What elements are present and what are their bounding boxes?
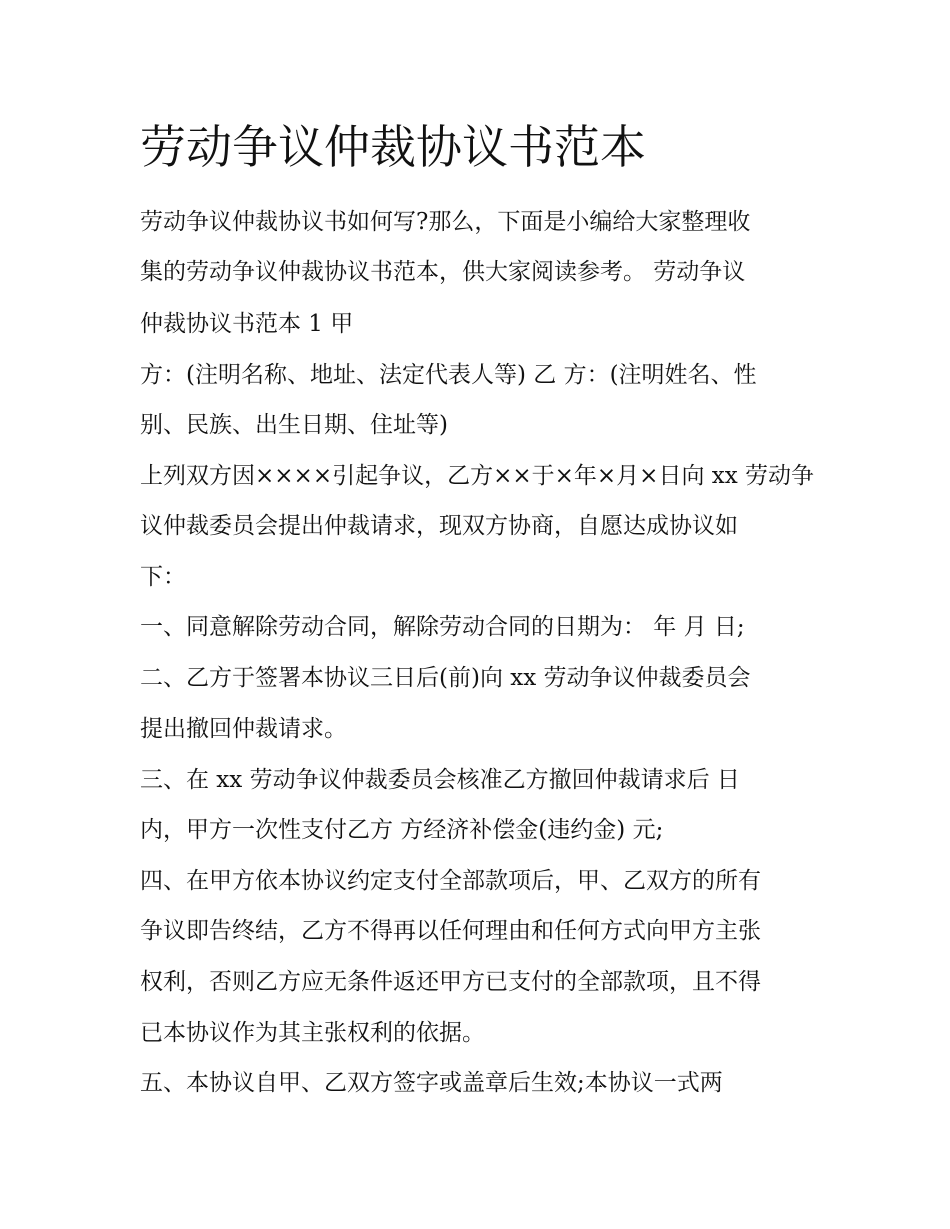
- body-line: 二、乙方于签署本协议三日后(前)向 xx 劳动争议仲裁委员会: [140, 665, 751, 691]
- page-title: 劳动争议仲裁协议书范本: [140, 120, 646, 174]
- body-line: 仲裁协议书范本 1 甲: [140, 311, 354, 337]
- body-line: 别、民族、出生日期、住址等): [140, 412, 448, 438]
- body-line: 内，甲方一次性支付乙方 方经济补偿金(违约金) 元;: [140, 817, 664, 843]
- body-line: 提出撤回仲裁请求。: [140, 716, 347, 742]
- body-line: 下：: [140, 564, 186, 590]
- body-line: 一、同意解除劳动合同，解除劳动合同的日期为： 年 月 日;: [140, 614, 745, 640]
- body-line: 方：(注明名称、地址、法定代表人等) 乙 方：(注明姓名、性: [140, 362, 757, 388]
- body-line: 五、本协议自甲、乙双方签字或盖章后生效;本协议一式两: [140, 1070, 723, 1096]
- body-line: 争议即告终结，乙方不得再以任何理由和任何方式向甲方主张: [140, 918, 761, 944]
- body-line: 议仲裁委员会提出仲裁请求，现双方协商，自愿达成协议如: [140, 513, 738, 539]
- body-line: 劳动争议仲裁协议书如何写?那么，下面是小编给大家整理收: [140, 209, 751, 235]
- body-line: 权利，否则乙方应无条件返还甲方已支付的全部款项，且不得: [140, 969, 761, 995]
- body-line: 四、在甲方依本协议约定支付全部款项后，甲、乙双方的所有: [140, 868, 761, 894]
- body-line: 上列双方因××××引起争议，乙方××于×年×月×日向 xx 劳动争: [140, 463, 815, 489]
- body-line: 集的劳动争议仲裁协议书范本，供大家阅读参考。 劳动争议: [140, 259, 746, 285]
- body-line: 三、在 xx 劳动争议仲裁委员会核准乙方撤回仲裁请求后 日: [140, 767, 740, 793]
- body-line: 已本协议作为其主张权利的依据。: [140, 1020, 485, 1046]
